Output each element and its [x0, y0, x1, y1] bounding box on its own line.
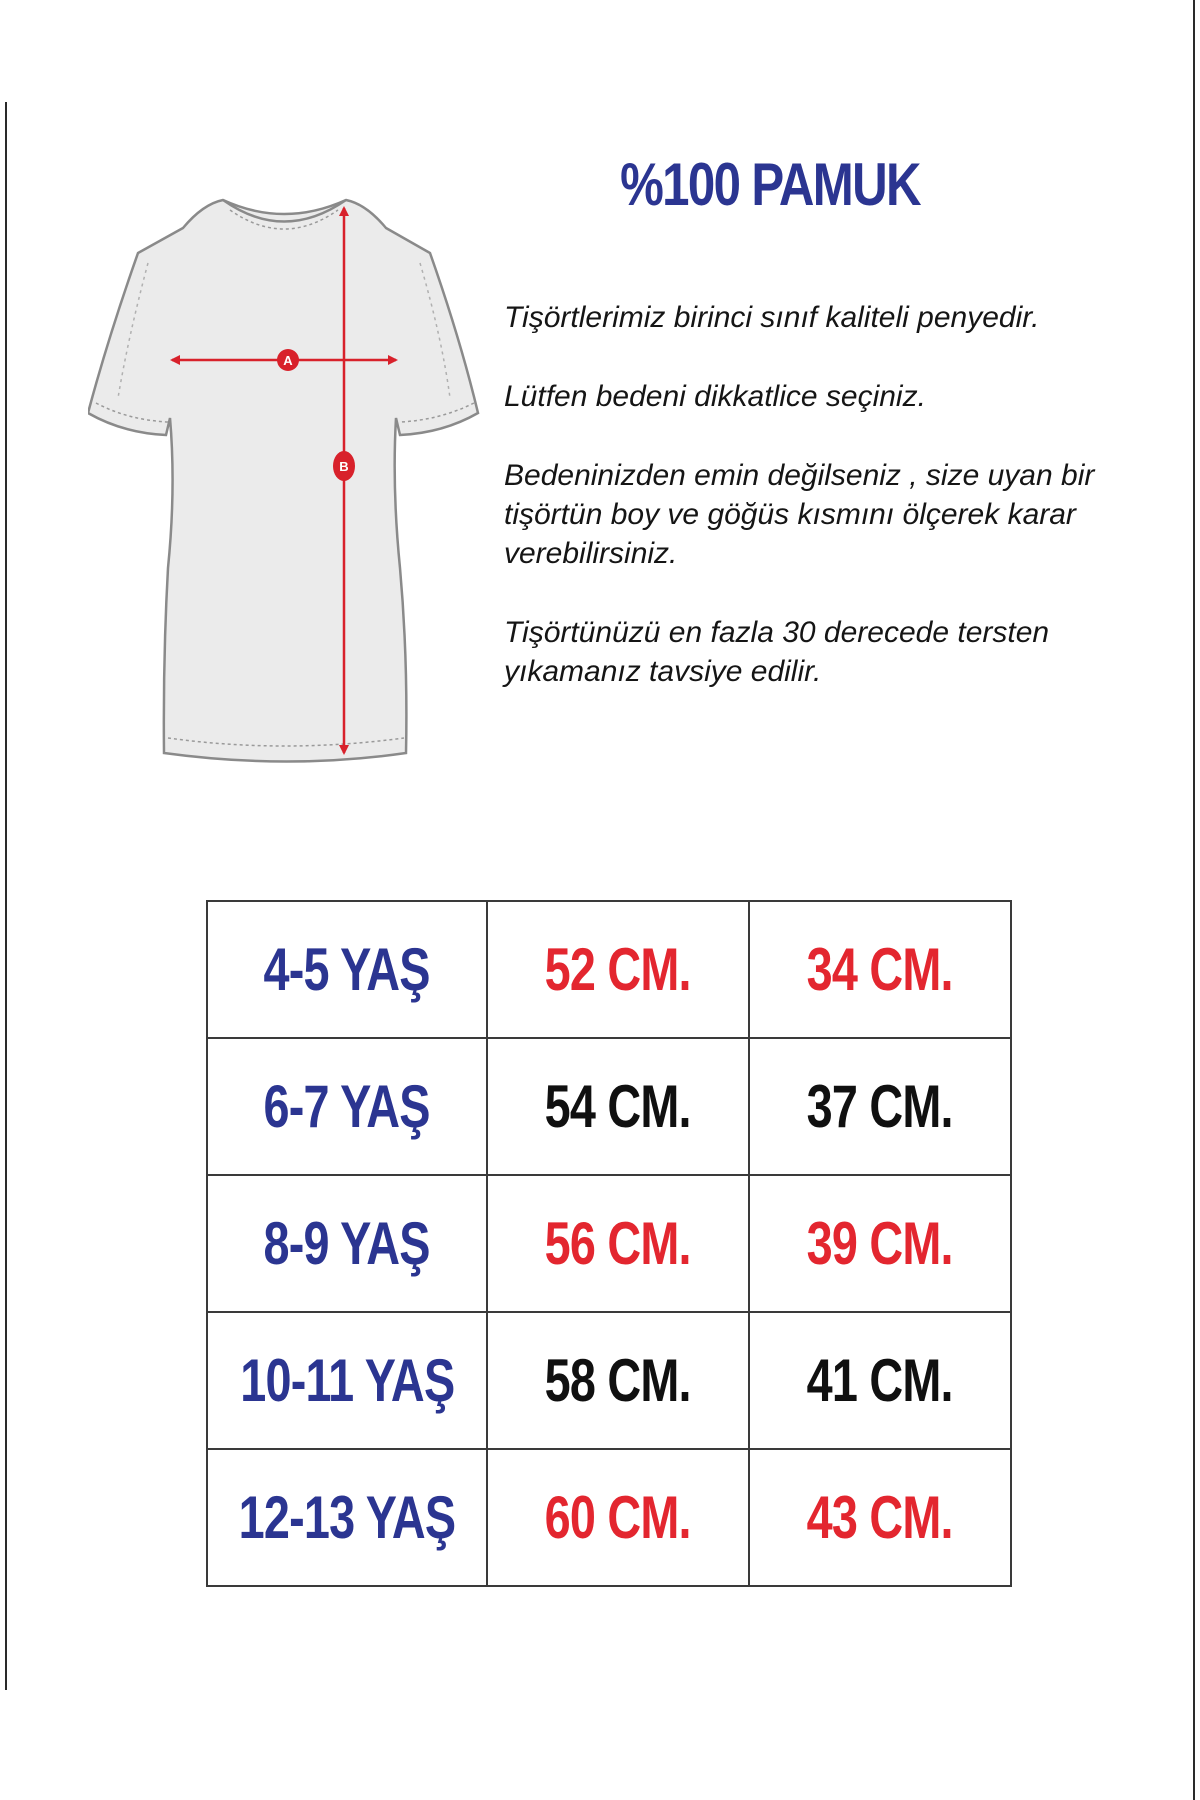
marker-a-label: A — [283, 353, 293, 368]
length-cell: 54 CM. — [487, 1038, 749, 1175]
frame-line-left — [5, 102, 7, 1690]
length-cell: 58 CM. — [487, 1312, 749, 1449]
chest-cell: 37 CM. — [749, 1038, 1011, 1175]
age-cell: 10-11 YAŞ — [207, 1312, 487, 1449]
table-row — [207, 1449, 1011, 1586]
info-notes — [504, 298, 1184, 731]
frame-line-right — [1193, 0, 1195, 1800]
note-measure: Bedeninizden emin değilseniz , size uyan bir tişörtün boy ve göğüs kısmını ölçerek karar verebilirsiniz. — [504, 459, 1095, 570]
marker-b-label: B — [339, 459, 349, 474]
age-cell: 8-9 YAŞ — [207, 1175, 487, 1312]
tshirt-diagram — [88, 188, 483, 768]
length-cell: 60 CM. — [487, 1449, 749, 1586]
tshirt-shape — [88, 200, 478, 762]
age-cell: 6-7 YAŞ — [207, 1038, 487, 1175]
length-cell: 56 CM. — [487, 1175, 749, 1312]
table-row — [207, 1312, 1011, 1449]
chest-cell: 43 CM. — [749, 1449, 1011, 1586]
table-row — [207, 1175, 1011, 1312]
age-cell: 4-5 YAŞ — [207, 901, 487, 1038]
table-row — [207, 1038, 1011, 1175]
chest-cell: 34 CM. — [749, 901, 1011, 1038]
table-row — [207, 901, 1011, 1038]
size-table — [206, 900, 1012, 1587]
chest-cell: 39 CM. — [749, 1175, 1011, 1312]
length-cell: 52 CM. — [487, 901, 749, 1038]
note-washing: Tişörtünüzü en fazla 30 derecede tersten yıkamanız tavsiye edilir. — [504, 616, 1050, 688]
page-title: %100 PAMUK — [620, 151, 920, 218]
age-cell: 12-13 YAŞ — [207, 1449, 487, 1586]
note-choose-size: Lütfen bedeni dikkatlice seçiniz. — [504, 380, 926, 413]
chest-cell: 41 CM. — [749, 1312, 1011, 1449]
note-quality: Tişörtlerimiz birinci sınıf kaliteli penyedir. — [504, 301, 1040, 334]
